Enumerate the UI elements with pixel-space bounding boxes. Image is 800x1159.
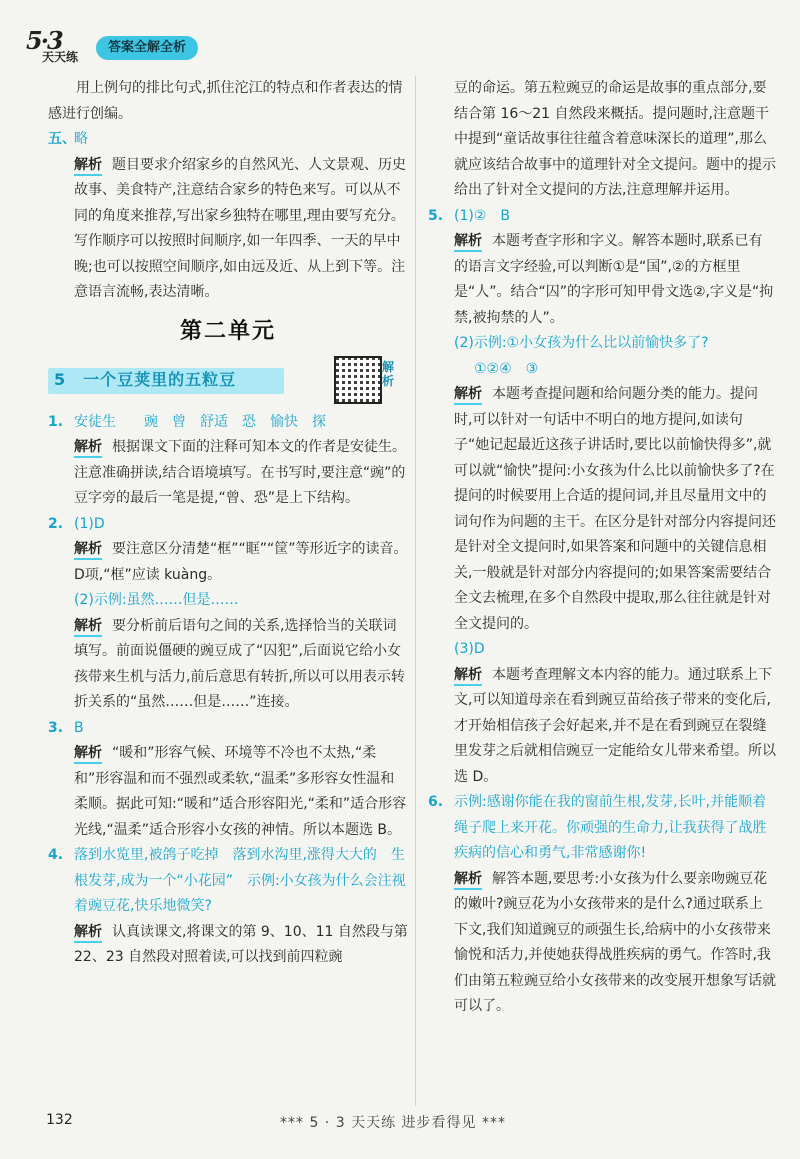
logo: [22, 28, 92, 68]
analysis-6: 解析 解答本题,要思考:小女孩为什么要亲吻豌豆花的嫩叶?豌豆花为小女孩带来的是什么?通过联系上下文,我们知道豌豆的顽强生长,给病中的小女孩带来愉悦和活力,并使她获得战胜疾病的勇气。作答时,我们由第五粒豌豆给小女孩带来的改变展开想象写话就可以了。: [454, 870, 776, 1014]
left-column: [48, 76, 408, 971]
analysis-5: 解析 题目要求介绍家乡的自然风光、人文景观、历史故事、美食特产,注意结合家乡的特色来写。可以从不同的角度来推荐,写出家乡独特在哪里,理由要写充分。写作顺序可以按照时间顺序,如一年四季、一天的早中晚;也可以按照空间顺序,如由远及近、从上到下等。注意语言流畅,表达清晰。: [74, 156, 406, 300]
answer-5-1: 5. (1)② B: [428, 207, 510, 224]
paragraph: 用上例句的排比句式,抓住沱江的特点和作者表达的情感进行创编。: [48, 80, 403, 122]
analysis-5-3: 解析 本题考查理解文本内容的能力。通过联系上下文,可以知道母亲在看到豌豆苗给孩子带来的变化后,才开始相信孩子会好起来,并不是在看到豌豆在裂缝里发芽之后就相信豌豆一定能给女儿带来希望。所以选 D。: [454, 666, 776, 785]
answer-2-1: 2. (1)D: [48, 515, 105, 532]
column-divider: [415, 76, 416, 1106]
answer-5-2: (2)示例:①小女孩为什么比以前愉快多了?: [454, 335, 709, 351]
analysis-3: 解析 “暖和”形容气候、环境等不冷也不太热,“柔和”形容温和而不强烈或柔软,“温柔”多形容女性温和柔顺。据此可知:“暖和”适合形容阳光,“柔和”适合形容光线,“温柔”适合形容小女孩的神情。所以本题选 B。: [74, 745, 407, 838]
analysis-1: 解析 根据课文下面的注释可知本文的作者是安徒生。注意准确拼读,结合语境填写。在书写时,要注意“豌”的豆字旁的最后一笔是提,“曾、恐”是上下结构。: [74, 439, 406, 506]
lesson-title: 5 一个豆荚里的五粒豆: [54, 369, 237, 389]
answer-4: 4. 落到水览里,被鸽子吃掉 落到水沟里,涨得大大的 生根发芽,成为一个“小花园” 示例:小女孩为什么会注视着豌豆花,快乐地微笑?: [48, 847, 406, 914]
answer-5: 五、略: [48, 131, 88, 147]
answer-6: 6. 示例:感谢你能在我的窗前生根,发芽,长叶,并能顺着绳子爬上来开花。你顽强的生命力,让我获得了战胜疾病的信心和勇气,非常感谢你!: [428, 794, 767, 861]
analysis-4: 解析 认真读课文,将课文的第 9、10、11 自然段与第 22、23 自然段对照着读,可以找到前四粒豌: [74, 923, 408, 965]
analysis-2-2: 解析 要分析前后语句之间的关系,选择恰当的关联词填写。前面说僵硬的豌豆成了“囚犯”,后面说它给小女孩带来生机与活力,前后意思有转折,所以可以用表示转折关系的“虽然……但是……”连接。: [74, 617, 405, 710]
analysis-label: 解析: [74, 156, 102, 176]
analysis-5-2: 解析 本题考查提问题和给问题分类的能力。提问时,可以针对一句话中不明白的地方提问,如读句子“她记起最近这孩子讲话时,要比以前愉快得多”,就可以就“愉快”提问:小女孩为什么比以前愉快多了?在提问的时候要用上合适的提问词,并且尽量用文中的词句作为问题的主干。在区分是针对部分内容提问还是针对全文提问时,如果答案和问题中的关键信息相关,一般就是针对部分内容提问的;如果答案需要结合全文去梳理,在多个自然段中提取,那么往往就是针对全文提问的。: [454, 386, 776, 632]
unit-title: 第二单元: [179, 318, 276, 344]
footer-slogan: *** 5 · 3 天天练 进步看得见 ***: [280, 1115, 506, 1131]
answer-2-2: (2)示例:虽然……但是……: [74, 592, 239, 608]
answer-5-3: (3)D: [454, 641, 485, 657]
section-label: 答案全解全析: [96, 36, 198, 60]
qr-code-icon[interactable]: [334, 356, 382, 404]
logo-main: 5·3: [26, 26, 62, 55]
logo-sub: 天天练: [42, 50, 79, 64]
header: [22, 28, 242, 68]
answer-3: 3. B: [48, 719, 84, 736]
analysis-5-1: 解析 本题考查字形和字义。解答本题时,联系已有的语言文字经验,可以判断①是“国”,②的方框里是“人”。结合“囚”的字形可知甲骨文选②,字义是“拘禁,被拘禁的人”。: [454, 233, 774, 326]
paragraph: 豆的命运。第五粒豌豆的命运是故事的重点部分,要结合第 16～21 自然段来概括。提问题时,注意题干中提到“童话故事往往蕴含着意味深长的道理”,那么就应该结合故事中的道理针对全文提问。题中的提示给出了针对全文提问的方法,注意理解并运用。: [454, 80, 776, 198]
lesson-header: [48, 356, 408, 402]
answer-1: 1. 安徒生 豌 曾 舒适 恐 愉快 探: [48, 413, 326, 430]
page-number: 132: [46, 1112, 73, 1128]
analysis-2-1: 解析 要注意区分清楚“框”“眶”“筐”等形近字的读音。D项,“框”应读 kuàng。: [74, 541, 408, 583]
qr-label: 解析: [382, 359, 395, 388]
answer-5-2b: ①②④ ③: [474, 360, 539, 377]
right-column: [428, 76, 776, 1020]
